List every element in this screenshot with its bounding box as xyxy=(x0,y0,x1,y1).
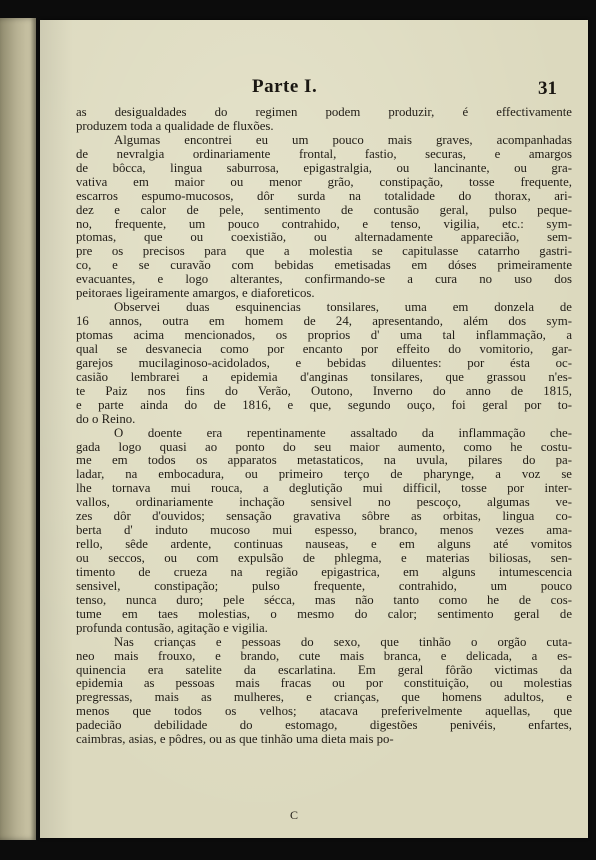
text-line: ptomas acima mencionados, os proprios d' uma tal inflammação, a xyxy=(76,328,572,342)
text-line: epidemia as pessoas mais fracas ou por constituição, ou molestias xyxy=(76,676,572,691)
text-line: casião lembrarei a epidemia d'anginas tonsilares, que grassou n'es- xyxy=(76,369,572,384)
paragraph xyxy=(76,427,572,636)
text-line: Nas crianças e pessoas do sexo, que tinhão o orgão cuta- xyxy=(114,634,572,649)
page-number: 31 xyxy=(538,78,557,99)
text-line: timento de crueza na região epigastrica, em alguns intumescencia xyxy=(76,564,572,579)
text-line: quinencia era satelite da escarlatina. Em geral fôrão victimas da xyxy=(76,662,572,677)
text-line: qual se desvanecia como por encanto por effeito do vomitorio, gar- xyxy=(76,341,572,356)
paragraph xyxy=(76,301,572,426)
paragraph xyxy=(76,134,572,301)
paragraph xyxy=(76,636,572,748)
text-line: ou seccos, ou com expulsão de phlegma, e materias biliosas, sen- xyxy=(76,551,572,565)
text-line: tume em taes molestias, o mesmo do calor; sentimento geral de xyxy=(76,606,572,621)
body-text xyxy=(76,106,572,747)
text-line: no, frequente, um pouco contrahido, e tenso, vigilia, etc.: sym- xyxy=(76,216,572,231)
text-line: caimbras, asias, e pôdres, ou as que tinhão uma dieta mais po- xyxy=(76,732,394,747)
text-line: peitoraes ligeiramente amargos, e diaforeticos. xyxy=(76,286,315,301)
text-line: ptomas, que ou coexistião, ou alternadamente apparecião, sem- xyxy=(76,230,572,245)
text-line: rello, sêde ardente, continuas nauseas, e em alguns até vomitos xyxy=(76,537,572,552)
text-line: profunda contusão, agitação e vigilia. xyxy=(76,620,268,635)
text-line: ladar, na embocadura, ou primeiro terço de pharynge, a voz se xyxy=(76,467,572,482)
text-line: neo mais frouxo, e brando, cute mais branca, e delicada, a es- xyxy=(76,648,572,663)
text-line: zes dôr d'ouvidos; sensação gravativa sôbre as orbitas, lingua co- xyxy=(76,509,572,524)
text-line: garejos mucilaginoso-acidolados, e bebidas diluentes: por ésta oc- xyxy=(76,355,572,370)
text-line: produzem toda a qualidade de fluxões. xyxy=(76,118,274,133)
text-line: evacuantes, e logo alterantes, confirmando-se a cura no uso dos xyxy=(76,272,572,287)
text-line: as desigualdades do regimen podem produzir, é effectivamente xyxy=(76,105,572,119)
text-line: de nevralgia ordinariamente frontal, fastio, securas, e amargos xyxy=(76,146,572,161)
text-line: e parte ainda do de 1816, e que, segundo ouço, foi geral por to- xyxy=(76,397,572,412)
book-page xyxy=(40,20,588,838)
text-line: do o Reino. xyxy=(76,411,136,426)
running-head: Parte I. xyxy=(252,76,318,97)
text-line: pregressas, mais as mulheres, e crianças, que homens adultos, e xyxy=(76,690,572,705)
text-line: dez e calor de pele, sentimento de contusão geral, pulso peque- xyxy=(76,202,572,217)
text-line: berta d' induto mucoso mui espesso, branco, menos vezes ama- xyxy=(76,523,572,538)
text-line: sensivel, constipação; pulso frequente, contrahido, um pouco xyxy=(76,578,572,593)
text-line: de bôcca, lingua saburrosa, epigastralgia, ou lancinante, ou gra- xyxy=(76,160,572,175)
text-line: pre os precisos para que a molestia se capitulasse catarrho gastri- xyxy=(76,244,572,259)
text-line: menos que todos os velhos; atacava preferivelmente aquellas, que xyxy=(76,704,572,719)
text-line: Algumas encontrei eu um pouco mais graves, acompanhadas xyxy=(114,132,572,147)
text-line: O doente era repentinamente assaltado da inflammação che- xyxy=(114,425,572,440)
text-line: gada logo quasi ao ponto do seu maior aumento, como he costu- xyxy=(76,439,572,454)
text-line: lhe tornava mui rouca, a deglutição mui difficil, tosse por inter- xyxy=(76,481,572,496)
text-line: vallos, ordinariamente inchação sensivel no pescoço, algumas ve- xyxy=(76,495,572,510)
text-line: 16 annos, outra em homem de 24, apresentando, além dos sym- xyxy=(76,314,572,329)
text-line: tenso, nunca duro; pele sécca, mas não tanto como he de cos- xyxy=(76,592,572,607)
text-line: padecião debilidade do estomago, digestões penivéis, enfartes, xyxy=(76,718,572,733)
text-line: co, e se curavão com bebidas emetisadas em dóses primeiramente xyxy=(76,258,572,273)
text-line: me em todos os apparatos metastaticos, na uvula, pilares do pa- xyxy=(76,453,572,468)
text-line: te Paiz nos fins do Verão, Outono, Inverno do anno de 1815, xyxy=(76,383,572,398)
previous-page-edge xyxy=(0,18,36,840)
text-line: vativa em maior ou menor grão, constipação, tosse frequente, xyxy=(76,174,572,189)
signature-mark: C xyxy=(290,808,299,822)
text-line: escarros espumo-mucosos, dôr surda na totalidade do thorax, ari- xyxy=(76,188,572,203)
text-line: Observei duas esquinencias tonsilares, uma em donzela de xyxy=(114,300,572,315)
paragraph xyxy=(76,106,572,134)
